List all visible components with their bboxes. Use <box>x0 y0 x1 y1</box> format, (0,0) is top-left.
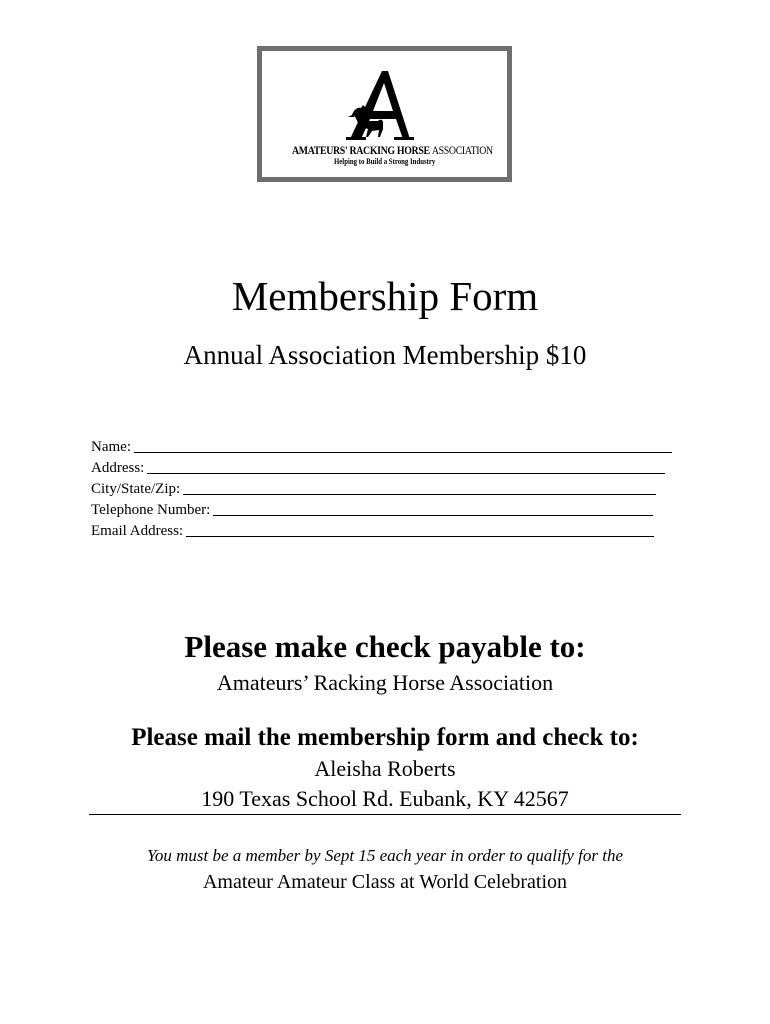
field-label: Name: <box>91 439 131 455</box>
membership-fields <box>91 437 681 542</box>
association-logo <box>257 46 512 182</box>
deadline-note-continued: Amateur Amateur Class at World Celebration <box>202 871 568 893</box>
page-title: Membership Form <box>231 273 539 319</box>
field-underline[interactable] <box>183 479 656 495</box>
address-field[interactable] <box>91 458 681 479</box>
logo-tagline: Helping to Build a Strong Industry <box>334 157 436 166</box>
email-field[interactable] <box>91 521 681 542</box>
page-subtitle: Annual Association Membership $10 <box>183 340 587 370</box>
telephone-field[interactable] <box>91 500 681 521</box>
field-label: Address: <box>91 460 145 476</box>
field-underline[interactable] <box>186 521 654 537</box>
deadline-note: You must be a member by Sept 15 each year in order to qualify for the <box>146 846 624 865</box>
field-underline[interactable] <box>147 458 665 474</box>
payee-name: Amateurs’ Racking Horse Association <box>216 670 554 695</box>
payable-heading: Please make check payable to: <box>184 629 586 664</box>
field-label: City/State/Zip: <box>91 481 181 497</box>
name-field[interactable] <box>91 437 681 458</box>
mailing-address: 190 Texas School Rd. Eubank, KY 42567 <box>201 786 569 811</box>
mailing-recipient: Aleisha Roberts <box>314 756 456 781</box>
city-state-zip-field[interactable] <box>91 479 681 500</box>
field-underline[interactable] <box>213 500 653 516</box>
field-label: Email Address: <box>91 523 184 539</box>
field-underline[interactable] <box>134 437 672 453</box>
mailing-heading: Please mail the membership form and check to: <box>131 724 639 751</box>
divider <box>89 814 681 815</box>
field-label: Telephone Number: <box>91 502 211 518</box>
logo-org-name: AMATEURS' RACKING HORSE ASSOCIATION <box>292 143 493 157</box>
